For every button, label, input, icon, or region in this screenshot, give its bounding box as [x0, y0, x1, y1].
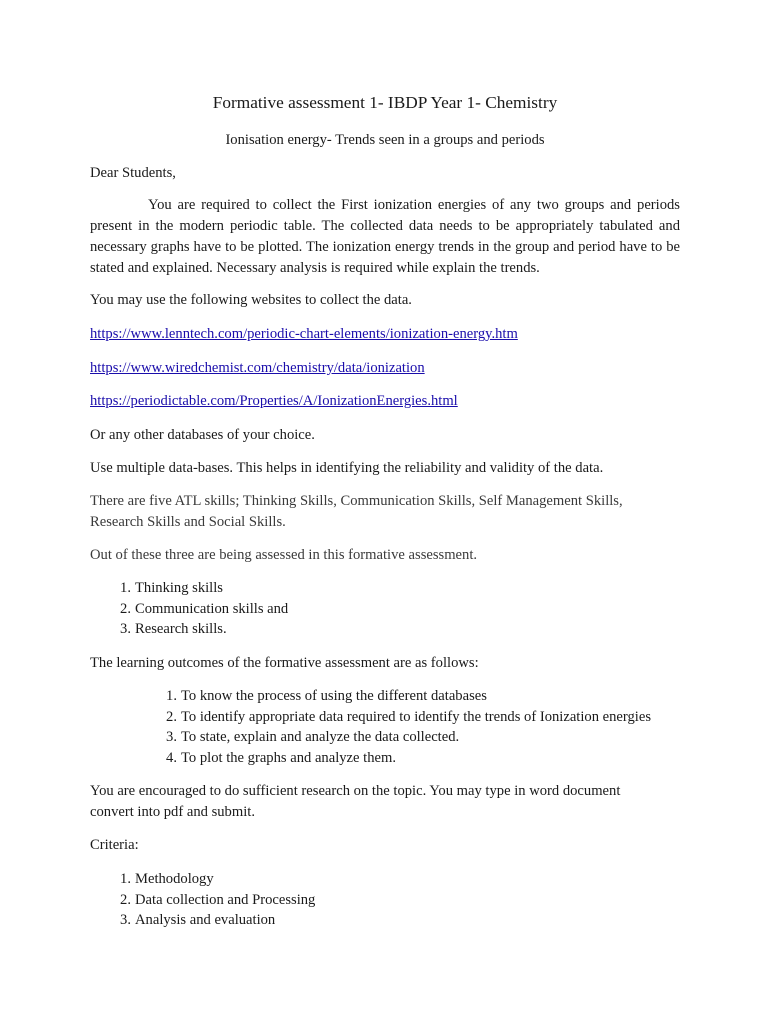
list-number: 2. — [166, 708, 177, 725]
outcomes-intro: The learning outcomes of the formative assessment are as follows: — [90, 655, 479, 671]
list-item-text: Thinking skills — [135, 580, 223, 596]
list-number: 3. — [166, 729, 177, 745]
link-lenntech[interactable]: https://www.lenntech.com/periodic-chart-elements/ionization-energy.htm — [90, 326, 518, 342]
websites-intro: You may use the following websites to collect the data. — [90, 292, 412, 308]
list-item — [166, 707, 652, 728]
salutation: Dear Students, — [90, 165, 176, 181]
list-item-text: To know the process of using the different databases — [181, 688, 487, 704]
list-item-text: To state, explain and analyze the data collected. — [181, 729, 460, 745]
list-item-text: Research skills. — [135, 621, 227, 637]
link-wiredchemist[interactable]: https://www.wiredchemist.com/chemistry/data/ionization — [90, 360, 425, 376]
outcomes-list — [166, 686, 652, 768]
list-number: 1. — [120, 580, 131, 596]
list-item — [120, 890, 316, 911]
list-number: 3. — [120, 912, 131, 928]
list-number: 2. — [120, 600, 131, 617]
link-periodictable[interactable]: https://periodictable.com/Properties/A/IonizationEnergies.html — [90, 393, 458, 409]
list-item-text: Data collection and Processing — [135, 891, 316, 908]
research-line-1: You are encouraged to do sufficient research on the topic. You may type in word document — [90, 783, 621, 799]
list-number: 1. — [166, 688, 177, 704]
list-item — [120, 619, 288, 640]
document-page — [90, 0, 680, 1024]
list-item-text: To plot the graphs and analyze them. — [181, 749, 396, 766]
list-item-text: Methodology — [135, 871, 214, 887]
list-number: 2. — [120, 891, 131, 908]
intro-text: You are required to collect the First ionization energies of any two groups and periods present in the modern periodic table. The collected data needs to be appropriately tabulated and necessary graphs have to be plotted. The ionization energy trends in the group and period have to be stated and explained. Necessary analysis is required while explain the trends. — [90, 197, 680, 276]
list-number: 1. — [120, 871, 131, 887]
list-item — [166, 686, 651, 707]
list-item — [120, 869, 315, 890]
list-item — [120, 578, 288, 599]
other-databases-text: Or any other databases of your choice. — [90, 427, 315, 443]
list-item-text: Communication skills and — [135, 600, 289, 617]
document-title: Formative assessment 1- IBDP Year 1- Chemistry — [212, 93, 558, 112]
list-item-text: Analysis and evaluation — [135, 912, 276, 928]
research-line-2: convert into pdf and submit. — [90, 804, 255, 820]
atl-skills-line-2: Research Skills and Social Skills. — [90, 514, 286, 530]
atl-skills-line-1: There are five ATL skills; Thinking Skills, Communication Skills, Self Management Skills, — [90, 493, 623, 509]
list-item — [120, 599, 289, 620]
list-item-text: To identify appropriate data required to identify the trends of Ionization energies — [181, 708, 652, 725]
list-number: 3. — [120, 621, 131, 637]
criteria-label: Criteria: — [90, 837, 139, 853]
multiple-databases-text: Use multiple data-bases. This helps in identifying the reliability and validity of the data. — [90, 460, 604, 476]
intro-paragraph — [90, 195, 680, 279]
list-number: 4. — [166, 749, 177, 766]
skills-list — [120, 578, 289, 640]
assessed-intro: Out of these three are being assessed in this formative assessment. — [90, 547, 478, 563]
document-subtitle: Ionisation energy- Trends seen in a groups and periods — [225, 132, 545, 148]
criteria-list — [120, 869, 316, 931]
list-item — [166, 748, 651, 769]
list-item — [166, 727, 651, 748]
list-item — [120, 910, 315, 931]
